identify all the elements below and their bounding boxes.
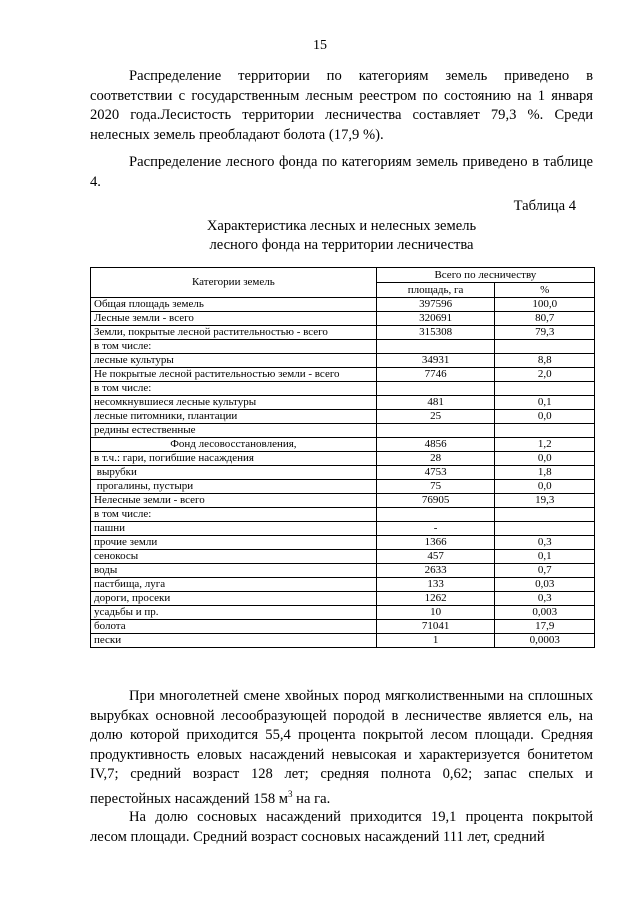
row-percent: 0,7 <box>495 564 595 578</box>
row-percent <box>495 522 595 536</box>
row-area <box>376 340 495 354</box>
table-row <box>91 312 595 326</box>
row-area <box>376 382 495 396</box>
row-percent: 79,3 <box>495 326 595 340</box>
row-percent <box>495 340 595 354</box>
row-category: в том числе: <box>91 340 377 354</box>
paragraph-spruce-text: При многолетней смене хвойных пород мягколиственными на сплошных вырубках основной лесообразующей породой в лесничестве является ель, на долю которой приходится 55,4 процента покрытой лесом площади. Средняя продуктивность еловых насаждений невысокая и характеризуется бонитетом IV,7; средний возраст 128 лет; средняя полнота 0,62; запас спелых и перестойных насаждений 158 м <box>90 688 593 807</box>
row-percent: 1,8 <box>495 466 595 480</box>
row-percent: 0,0 <box>495 452 595 466</box>
page-number: 15 <box>313 38 327 53</box>
table-row <box>91 298 595 312</box>
header-group: Всего по лесничеству <box>376 268 594 283</box>
table-row <box>91 536 595 550</box>
land-categories-table <box>90 267 595 648</box>
row-area: 2633 <box>376 564 495 578</box>
row-percent: 100,0 <box>495 298 595 312</box>
table-row <box>91 550 595 564</box>
row-area: 10 <box>376 606 495 620</box>
row-category: Лесные земли - всего <box>91 312 377 326</box>
row-percent <box>495 424 595 438</box>
table-row <box>91 508 595 522</box>
row-percent: 2,0 <box>495 368 595 382</box>
row-category: Нелесные земли - всего <box>91 494 377 508</box>
row-percent: 0,0 <box>495 480 595 494</box>
table-row <box>91 480 595 494</box>
row-percent: 0,1 <box>495 550 595 564</box>
row-area: 1366 <box>376 536 495 550</box>
row-category: прогалины, пустыри <box>91 480 377 494</box>
row-category: усадьбы и пр. <box>91 606 377 620</box>
row-area: 4856 <box>376 438 495 452</box>
row-category: редины естественные <box>91 424 377 438</box>
row-category: в том числе: <box>91 508 377 522</box>
row-category: Фонд лесовосстановления, <box>91 438 377 452</box>
table-row <box>91 438 595 452</box>
row-category: воды <box>91 564 377 578</box>
row-category: Общая площадь земель <box>91 298 377 312</box>
paragraph-pine: На долю сосновых насаждений приходится 19,1 процента покрытой лесом площади. Средний возраст сосновых насаждений 111 лет, средний <box>90 809 593 845</box>
paragraph-forest-fund: Распределение лесного фонда по категориям земель приведено в таблице 4. <box>90 154 593 190</box>
row-percent: 17,9 <box>495 620 595 634</box>
paragraph-spruce-end: на га. <box>292 790 331 807</box>
paragraph-spruce <box>90 687 593 809</box>
row-area <box>376 508 495 522</box>
row-area: 34931 <box>376 354 495 368</box>
header-area: площадь, га <box>376 283 495 298</box>
table-row <box>91 606 595 620</box>
row-category: вырубки <box>91 466 377 480</box>
table-row <box>91 592 595 606</box>
row-area: - <box>376 522 495 536</box>
row-category: пастбища, луга <box>91 578 377 592</box>
table-body <box>91 298 595 648</box>
row-category: лесные культуры <box>91 354 377 368</box>
table-row <box>91 466 595 480</box>
table-row <box>91 382 595 396</box>
row-category: прочие земли <box>91 536 377 550</box>
row-area: 4753 <box>376 466 495 480</box>
row-percent: 0,1 <box>495 396 595 410</box>
row-area: 133 <box>376 578 495 592</box>
row-category: Не покрытые лесной растительностью земли - всего <box>91 368 377 382</box>
header-percent: % <box>495 283 595 298</box>
row-percent: 0,0003 <box>495 634 595 648</box>
row-percent: 19,3 <box>495 494 595 508</box>
row-area: 1262 <box>376 592 495 606</box>
row-percent: 0,3 <box>495 592 595 606</box>
row-category: несомкнувшиеся лесные культуры <box>91 396 377 410</box>
table-row <box>91 564 595 578</box>
row-area: 76905 <box>376 494 495 508</box>
header-category: Категории земель <box>91 268 377 298</box>
table-row <box>91 368 595 382</box>
table-row <box>91 620 595 634</box>
row-percent: 1,2 <box>495 438 595 452</box>
table-row <box>91 410 595 424</box>
row-category: пески <box>91 634 377 648</box>
row-area: 7746 <box>376 368 495 382</box>
row-area: 1 <box>376 634 495 648</box>
paragraph-land-distribution: Распределение территории по категориям земель приведено в соответствии с государственным лесным реестром по состоянию на 1 января 2020 года.Лесистость территории лесничества составляет 79,3 %. Среди нелесных земель преобладают болота (17,9 %). <box>90 68 593 143</box>
row-category: лесные питомники, плантации <box>91 410 377 424</box>
row-area: 320691 <box>376 312 495 326</box>
row-area: 397596 <box>376 298 495 312</box>
table-row <box>91 354 595 368</box>
table-row <box>91 522 595 536</box>
row-percent: 8,8 <box>495 354 595 368</box>
table-row <box>91 494 595 508</box>
row-area: 28 <box>376 452 495 466</box>
table-row <box>91 326 595 340</box>
row-area: 75 <box>376 480 495 494</box>
row-category: сенокосы <box>91 550 377 564</box>
row-area: 457 <box>376 550 495 564</box>
table-row <box>91 634 595 648</box>
row-percent: 80,7 <box>495 312 595 326</box>
cubic-superscript: 3 <box>288 788 293 799</box>
row-area: 481 <box>376 396 495 410</box>
table-row <box>91 452 595 466</box>
row-area: 25 <box>376 410 495 424</box>
row-category: дороги, просеки <box>91 592 377 606</box>
row-area: 71041 <box>376 620 495 634</box>
row-area: 315308 <box>376 326 495 340</box>
row-percent: 0,0 <box>495 410 595 424</box>
row-percent: 0,003 <box>495 606 595 620</box>
table-title-line2: лесного фонда на территории лесничества <box>209 237 474 253</box>
row-category: в т.ч.: гари, погибшие насаждения <box>91 452 377 466</box>
table-row <box>91 340 595 354</box>
row-category: болота <box>91 620 377 634</box>
row-percent: 0,3 <box>495 536 595 550</box>
row-category: пашни <box>91 522 377 536</box>
table-row <box>91 578 595 592</box>
row-category: Земли, покрытые лесной растительностью - всего <box>91 326 377 340</box>
table-title-line1: Характеристика лесных и нелесных земель <box>206 218 477 234</box>
table-title <box>90 217 593 255</box>
row-percent: 0,03 <box>495 578 595 592</box>
row-category: в том числе: <box>91 382 377 396</box>
row-area <box>376 424 495 438</box>
row-percent <box>495 382 595 396</box>
row-percent <box>495 508 595 522</box>
table-caption: Таблица 4 <box>513 198 576 214</box>
table-row <box>91 424 595 438</box>
table-row <box>91 396 595 410</box>
